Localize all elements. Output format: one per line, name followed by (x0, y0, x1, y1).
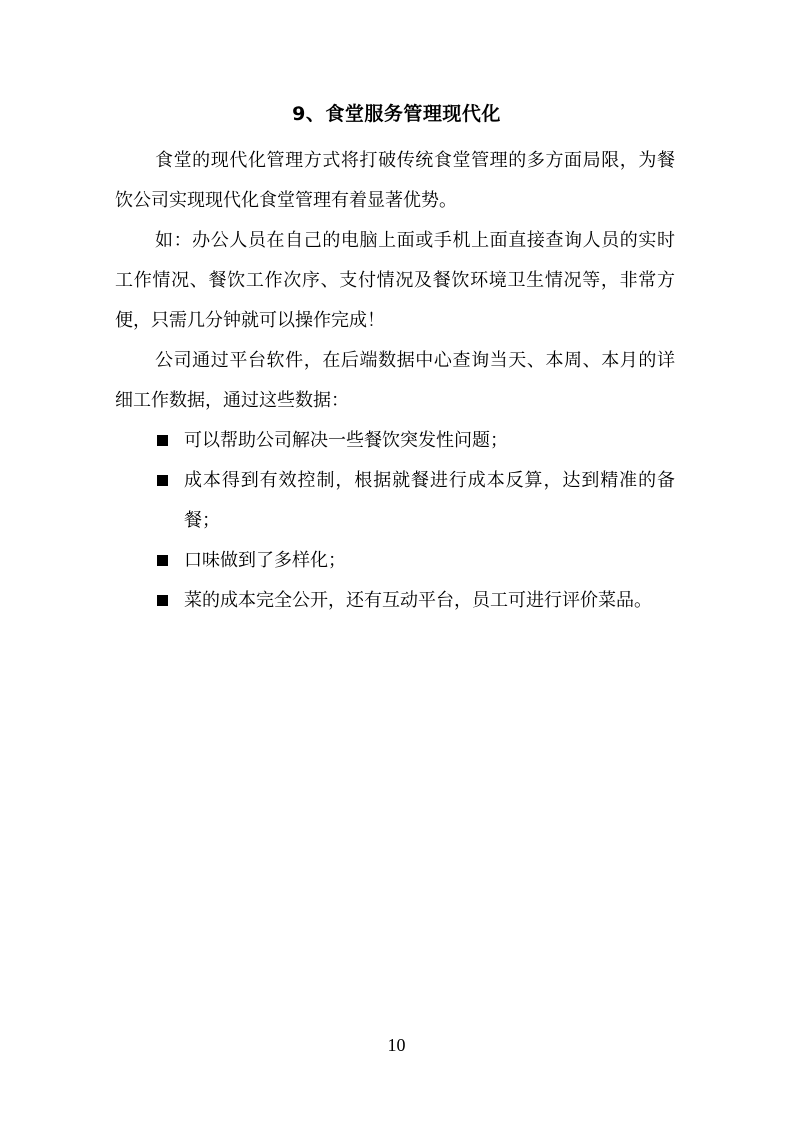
list-item-text: 成本得到有效控制，根据就餐进行成本反算，达到精准的备餐； (184, 470, 675, 531)
square-bullet-icon (157, 475, 168, 486)
list-item-text: 菜的成本完全公开，还有互动平台，员工可进行评价菜品。 (184, 590, 652, 611)
paragraph-platform: 公司通过平台软件，在后端数据中心查询当天、本周、本月的详细工作数据，通过这些数据： (115, 350, 675, 411)
list-item (115, 461, 675, 541)
list-item-text: 口味做到了多样化； (184, 550, 346, 571)
square-bullet-icon (157, 555, 168, 566)
list-item-text: 可以帮助公司解决一些餐饮突发性问题； (184, 430, 508, 451)
list-item (115, 581, 675, 621)
square-bullet-icon (157, 435, 168, 446)
square-bullet-icon (157, 595, 168, 606)
benefit-list (115, 421, 675, 621)
body-text (115, 141, 675, 621)
paragraph-example: 如：办公人员在自己的电脑上面或手机上面直接查询人员的实时工作情况、餐饮工作次序、支付情况及餐饮环境卫生情况等，非常方便，只需几分钟就可以操作完成！ (115, 230, 675, 331)
list-item (115, 541, 675, 581)
list-item (115, 421, 675, 461)
paragraph-intro: 食堂的现代化管理方式将打破传统食堂管理的多方面局限，为餐饮公司实现现代化食堂管理有着显著优势。 (115, 150, 675, 211)
section-title: 9、食堂服务管理现代化 (292, 103, 501, 125)
page-number: 10 (387, 1035, 406, 1055)
